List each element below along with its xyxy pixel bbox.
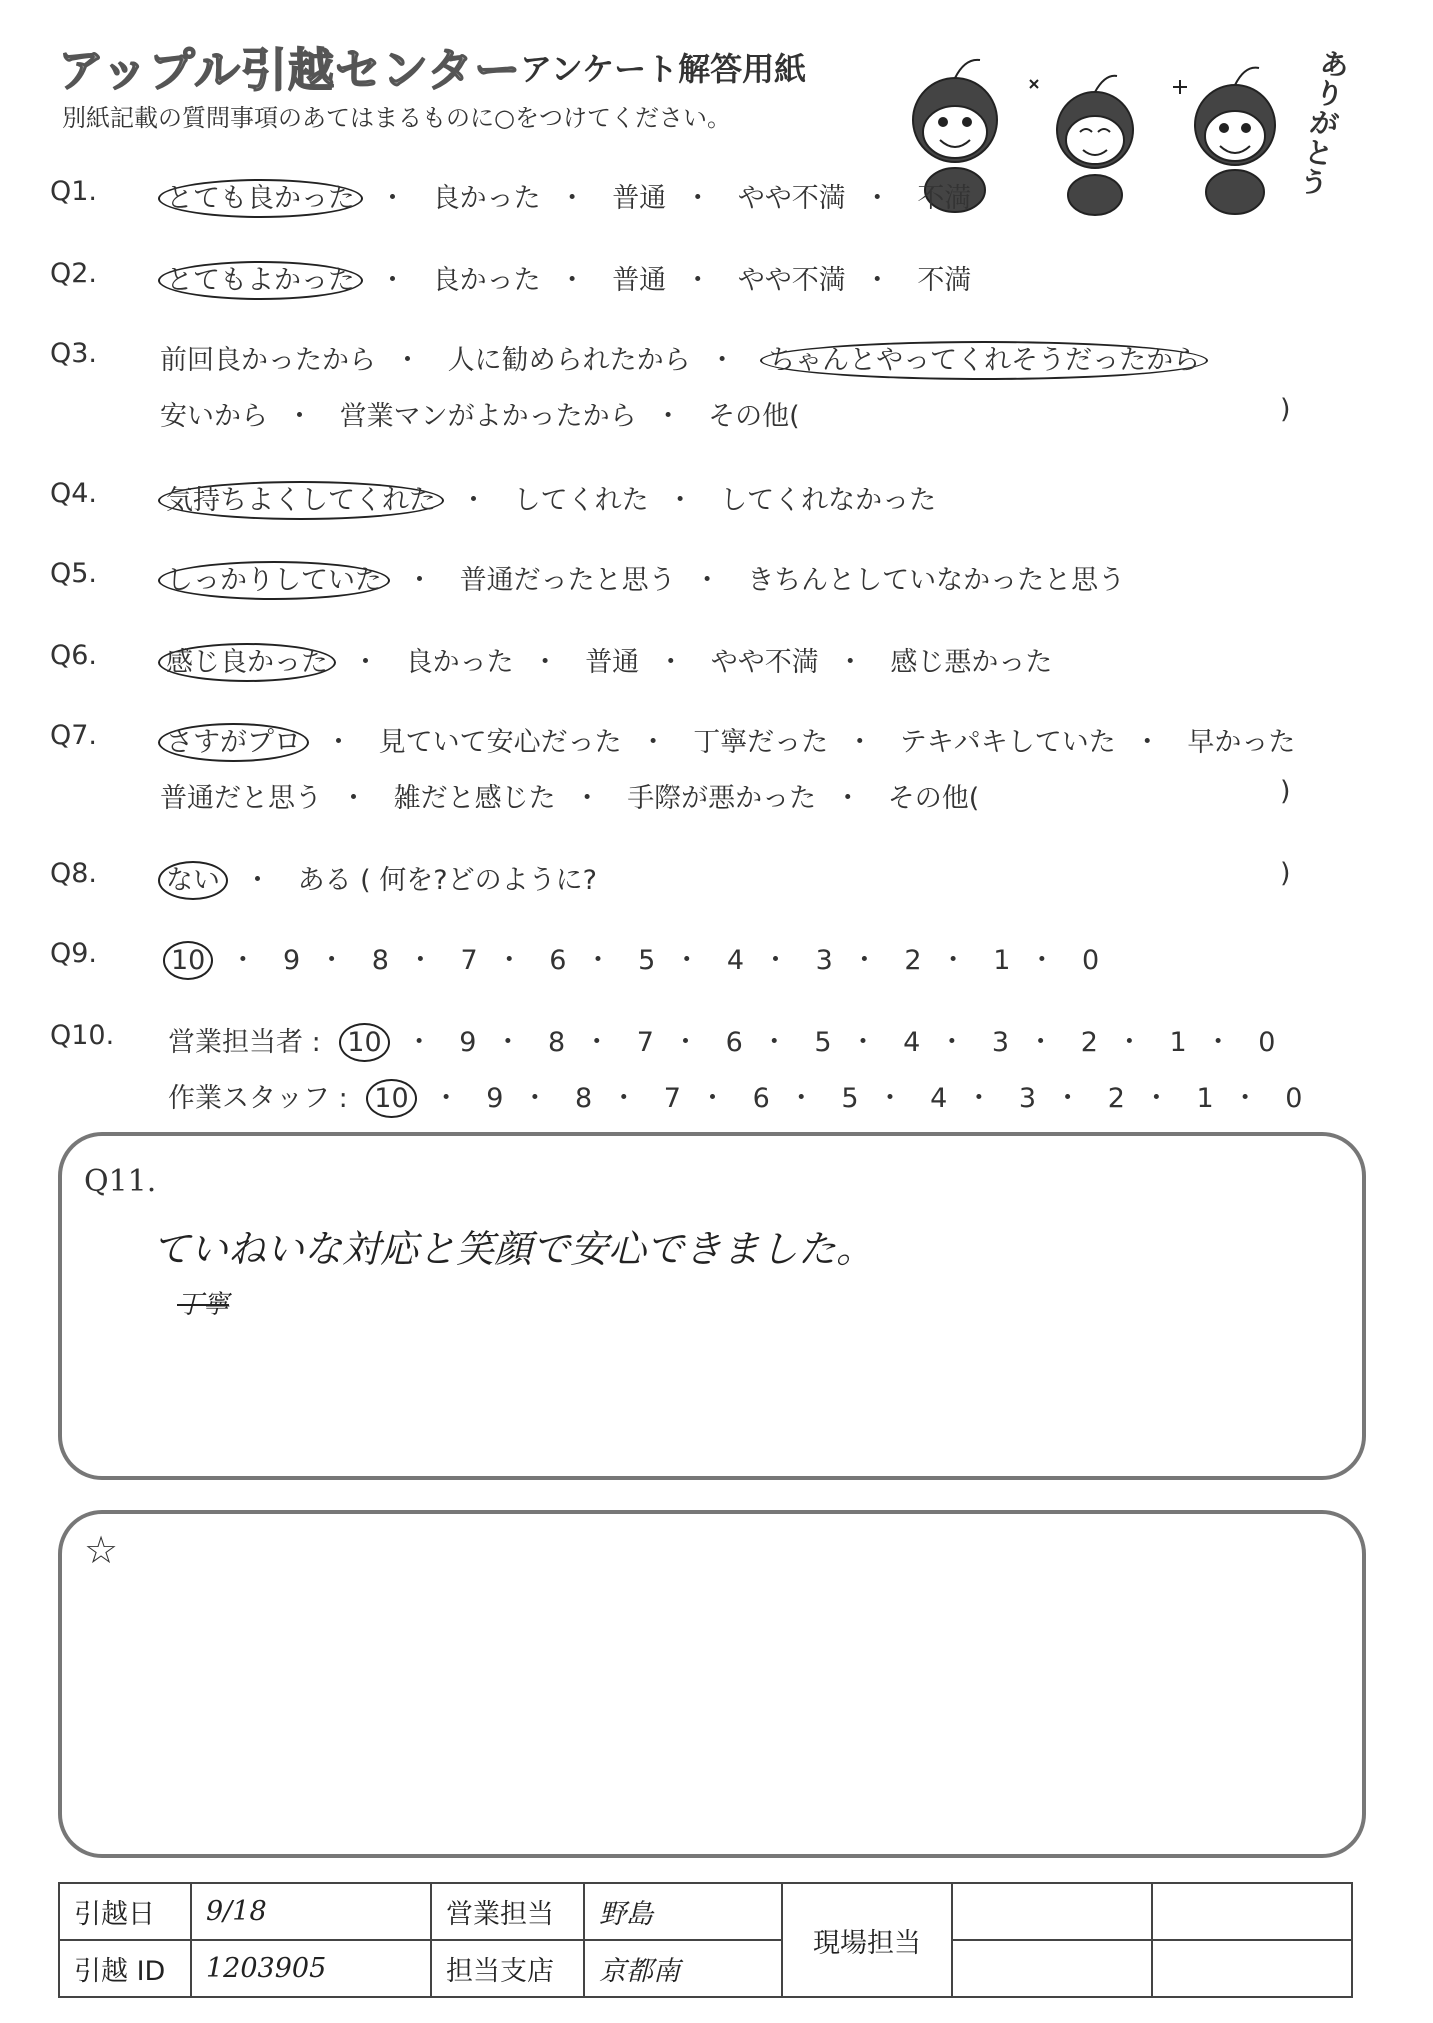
q1-option[interactable]: やや不満	[737, 183, 846, 214]
q5-option[interactable]: 普通だったと思う	[459, 565, 676, 596]
q1-option-selected[interactable]: とても良かった	[158, 179, 363, 218]
q8-options: ない ・ ある ( 何を?どのように?	[160, 858, 597, 897]
q9-score[interactable]: 5	[638, 945, 656, 976]
branch-label: 担当支店	[431, 1940, 584, 1997]
q7-option-selected[interactable]: さすがプロ	[158, 723, 309, 762]
q7-number: Q7.	[50, 720, 98, 751]
q10-sales-score[interactable]: 5	[814, 1027, 832, 1058]
q9-scale: 10 ・ 9 ・ 8 ・ 7 ・ 6 ・ 5 ・ 4 ・ 3 ・ 2 ・ 1 ・ 0	[165, 938, 1099, 977]
q9-score[interactable]: 8	[371, 945, 389, 976]
q2-options: とてもよかった ・ 良かった ・ 普通 ・ やや不満 ・ 不満	[160, 258, 971, 297]
q9-score[interactable]: 2	[904, 945, 922, 976]
q1-number: Q1.	[50, 176, 98, 207]
q3-options-line1: 前回良かったから ・ 人に勧められたから ・ ちゃんとやってくれそうだったから	[160, 338, 1206, 377]
q5-option[interactable]: きちんとしていなかったと思う	[747, 565, 1126, 596]
q5-number: Q5.	[50, 558, 98, 589]
q9-score[interactable]: 0	[1081, 945, 1100, 976]
q10-sales-score[interactable]: 7	[636, 1027, 654, 1058]
q2-number: Q2.	[50, 258, 98, 289]
q10-sales-score[interactable]: 9	[459, 1027, 477, 1058]
q1-option[interactable]: 普通	[612, 183, 667, 214]
q8-number: Q8.	[50, 858, 98, 889]
q6-option[interactable]: 良かった	[405, 647, 514, 678]
q4-option-selected[interactable]: 気持ちよくしてくれた	[158, 481, 444, 520]
q10-staff-score[interactable]: 4	[930, 1083, 948, 1114]
q10-sales-score[interactable]: 2	[1080, 1027, 1098, 1058]
q10-sales-score[interactable]: 8	[548, 1027, 566, 1058]
q5-options: しっかりしていた ・ 普通だったと思う ・ きちんとしていなかったと思う	[160, 558, 1125, 597]
q9-score[interactable]: 7	[460, 945, 478, 976]
q7-option-other[interactable]: その他(	[887, 783, 980, 814]
q5-option-selected[interactable]: しっかりしていた	[158, 561, 390, 600]
q10-staff-score[interactable]: 1	[1196, 1083, 1214, 1114]
q11-comment: ていねいな対応と笑顔で安心できました。	[152, 1227, 875, 1271]
q10-sales-score[interactable]: 6	[725, 1027, 743, 1058]
branch-value[interactable]: 京都南	[584, 1940, 782, 1997]
move-id-label: 引越 ID	[59, 1940, 191, 1997]
q10-staff-score[interactable]: 7	[663, 1083, 681, 1114]
q6-option[interactable]: 普通	[585, 647, 640, 678]
q10-staff-score[interactable]: 2	[1107, 1083, 1125, 1114]
q6-option[interactable]: やや不満	[710, 647, 819, 678]
q6-options: 感じ良かった ・ 良かった ・ 普通 ・ やや不満 ・ 感じ悪かった	[160, 640, 1052, 679]
q2-option[interactable]: 不満	[917, 265, 972, 296]
q4-option[interactable]: してくれた	[513, 485, 649, 516]
q6-number: Q6.	[50, 640, 98, 671]
q10-staff-score-selected[interactable]: 10	[366, 1079, 416, 1118]
site-cell-2[interactable]	[1152, 1883, 1352, 1940]
brand-title: アップル引越センター	[58, 43, 522, 97]
q3-options-line2: 安いから ・ 営業マンがよかったから ・ その他(	[160, 401, 800, 432]
q4-options: 気持ちよくしてくれた ・ してくれた ・ してくれなかった	[160, 478, 936, 517]
q3-number: Q3.	[50, 338, 98, 369]
q4-number: Q4.	[50, 478, 98, 509]
instruction-text: 別紙記載の質問事項のあてはまるものに○をつけてください。	[62, 104, 731, 132]
site-label: 現場担当	[782, 1883, 952, 1997]
q10-staff-score[interactable]: 5	[841, 1083, 859, 1114]
q9-number: Q9.	[50, 938, 98, 969]
q6-option-selected[interactable]: 感じ良かった	[158, 643, 336, 682]
q4-option[interactable]: してくれなかった	[720, 485, 937, 516]
q7-options-line1: さすがプロ ・ 見ていて安心だった ・ 丁寧だった ・ テキパキしていた ・ 早かった	[160, 720, 1295, 759]
q11-label: Q11.	[84, 1164, 157, 1199]
q3-close-paren: )	[1280, 394, 1291, 425]
q1-options: とても良かった ・ 良かった ・ 普通 ・ やや不満 ・ 不満	[160, 176, 971, 215]
q2-option[interactable]: 良かった	[432, 265, 541, 296]
q7-option[interactable]: 雑だと感じた	[393, 783, 556, 814]
q2-option[interactable]: やや不満	[737, 265, 846, 296]
q3-option[interactable]: 営業マンがよかったから	[339, 401, 637, 432]
q3-option[interactable]: 前回良かったから	[160, 345, 376, 376]
thanks-text: ありがとう	[1297, 46, 1352, 202]
site-cell-1[interactable]	[952, 1883, 1152, 1940]
q7-option[interactable]: 見ていて安心だった	[378, 727, 622, 758]
q10-number: Q10.	[50, 1020, 115, 1051]
q3-option-selected[interactable]: ちゃんとやってくれそうだったから	[760, 341, 1208, 380]
q7-option[interactable]: テキパキしていた	[899, 727, 1116, 758]
q3-option-other[interactable]: その他(	[708, 401, 800, 432]
q10-sales-score[interactable]: 1	[1169, 1027, 1187, 1058]
q10-sales-score[interactable]: 0	[1258, 1027, 1276, 1058]
q8-close-paren: )	[1280, 858, 1291, 889]
q10-sales-score[interactable]: 3	[991, 1027, 1010, 1058]
q7-options-line2: 普通だと思う ・ 雑だと感じた ・ 手際が悪かった ・ その他(	[160, 783, 980, 814]
q7-option[interactable]: 早かった	[1187, 727, 1296, 758]
free-comment-box[interactable]	[58, 1510, 1366, 1858]
q10-staff-score[interactable]: 0	[1285, 1083, 1303, 1114]
q9-score[interactable]: 3	[815, 945, 833, 976]
q11-struck-text: 丁寧	[177, 1290, 230, 1320]
q10-sales-label: 営業担当者 :	[168, 1027, 321, 1058]
move-date-value[interactable]: 9/18	[191, 1883, 431, 1940]
site-cell-3[interactable]	[952, 1940, 1152, 1997]
q1-option[interactable]: 不満	[917, 183, 972, 214]
q10-sales-score-selected[interactable]: 10	[339, 1023, 389, 1062]
q9-score[interactable]: 4	[726, 945, 745, 976]
sales-value[interactable]: 野島	[584, 1883, 782, 1940]
star-label: ☆	[84, 1528, 119, 1572]
q10-sales-score[interactable]: 4	[903, 1027, 921, 1058]
q9-score[interactable]: 6	[549, 945, 567, 976]
move-date-label: 引越日	[59, 1883, 191, 1940]
q10-staff-score[interactable]: 8	[575, 1083, 593, 1114]
q6-option[interactable]: 感じ悪かった	[890, 647, 1053, 678]
sales-label: 営業担当	[431, 1883, 584, 1940]
q7-close-paren: )	[1280, 776, 1291, 807]
q10-staff-score[interactable]: 6	[752, 1083, 770, 1114]
q8-option[interactable]: ある ( 何を?どのように?	[297, 865, 597, 896]
q1-option[interactable]: 良かった	[432, 183, 541, 214]
info-table	[58, 1882, 1353, 1998]
q10-staff-score[interactable]: 3	[1018, 1083, 1037, 1114]
q10-staff-row: 作業スタッフ : 10 ・ 9 ・ 8 ・ 7 ・ 6 ・ 5 ・ 4 ・ 3 ・ 2 ・ 1 ・ 0	[168, 1076, 1302, 1115]
move-id-value[interactable]: 1203905	[191, 1940, 431, 1997]
q3-option[interactable]: 人に勧められたから	[447, 345, 691, 376]
q10-staff-score[interactable]: 9	[486, 1083, 504, 1114]
q2-option-selected[interactable]: とてもよかった	[158, 261, 363, 300]
q7-option[interactable]: 手際が悪かった	[627, 783, 817, 814]
q10-staff-label: 作業スタッフ :	[168, 1083, 348, 1114]
q8-option-selected[interactable]: ない	[158, 861, 228, 900]
form-subtitle: アンケート解答用紙	[520, 50, 807, 88]
q7-option[interactable]: 普通だと思う	[160, 783, 322, 814]
q2-option[interactable]: 普通	[612, 265, 667, 296]
q3-option[interactable]: 安いから	[160, 401, 268, 432]
q9-score[interactable]: 9	[282, 945, 301, 976]
q9-score[interactable]: 1	[993, 945, 1011, 976]
q9-score-selected[interactable]: 10	[163, 941, 213, 980]
q10-sales-row: 営業担当者 : 10 ・ 9 ・ 8 ・ 7 ・ 6 ・ 5 ・ 4 ・ 3 ・ 2 ・ 1 ・ 0	[168, 1020, 1275, 1059]
q11-comment-box[interactable]	[58, 1132, 1366, 1480]
site-cell-4[interactable]	[1152, 1940, 1352, 1997]
q7-option[interactable]: 丁寧だった	[693, 727, 829, 758]
